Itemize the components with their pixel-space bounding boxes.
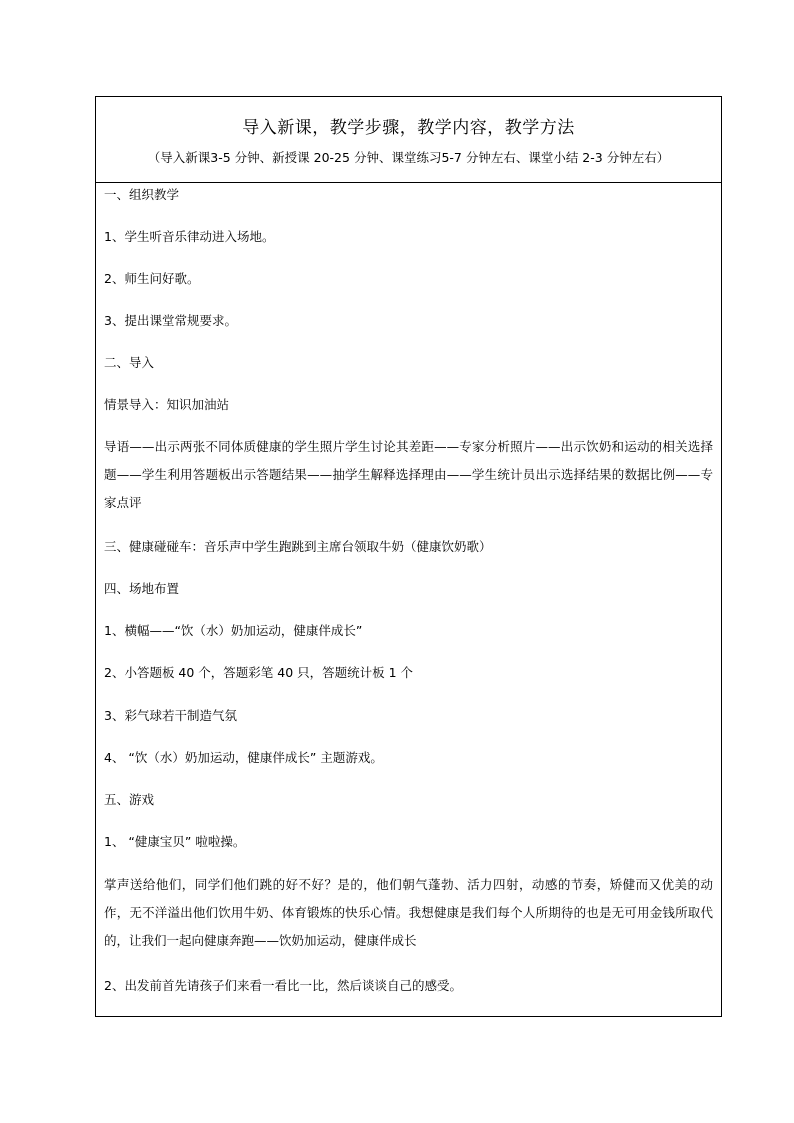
- games-item-2: 2、出发前首先请孩子们来看一看比一比，然后谈谈自己的感受。: [104, 978, 462, 993]
- organize-item-3: 3、提出课堂常规要求。: [104, 313, 237, 328]
- venue-item-3: 3、彩气球若干制造气氛: [104, 708, 237, 723]
- section-heading-organize: 一、组织教学: [104, 187, 180, 202]
- venue-item-2: 2、小答题板 40 个，答题彩笔 40 只，答题统计板 1 个: [104, 665, 414, 680]
- section-heading-intro: 二、导入: [104, 355, 155, 370]
- lesson-content-cell: [96, 183, 721, 1016]
- lesson-plan-table: [95, 96, 722, 1017]
- intro-paragraph: 导语——出示两张不同体质健康的学生照片学生讨论其差距——专家分析照片——出示饮奶和运动的相关选择题——学生利用答题板出示答题结果——抽学生解释选择理由——学生统计员出示选择结果的数据比例——专家点评: [104, 439, 713, 510]
- organize-item-2: 2、师生问好歌。: [104, 271, 200, 286]
- organize-item-1: 1、学生听音乐律动进入场地。: [104, 229, 275, 244]
- venue-item-4: 4、 “饮（水）奶加运动，健康伴成长” 主题游戏。: [104, 750, 383, 765]
- section-heading-venue: 四、场地布置: [104, 581, 180, 596]
- intro-scene: 情景导入：知识加油站: [104, 397, 230, 412]
- games-item-1: 1、 “健康宝贝” 啦啦操。: [104, 834, 246, 849]
- section-heading-health-cars: 三、健康碰碰车：音乐声中学生跑跳到主席台领取牛奶（健康饮奶歌）: [104, 539, 492, 554]
- time-allocation-note: （导入新课3-5 分钟、新授课 20-25 分钟、课堂练习5-7 分钟左右、课堂小结 2-3 分钟左右）: [147, 150, 670, 165]
- table-header-cell: [96, 97, 721, 183]
- page-title: 导入新课，教学步骤，教学内容，教学方法: [242, 118, 575, 138]
- section-heading-games: 五、游戏: [104, 792, 155, 807]
- venue-item-1: 1、横幅——“饮（水）奶加运动，健康伴成长”: [104, 623, 363, 638]
- games-paragraph: 掌声送给他们，同学们他们跳的好不好？是的，他们朝气蓬勃、活力四射，动感的节奏，矫健而又优美的动作，无不洋溢出他们饮用牛奶、体育锻炼的快乐心情。我想健康是我们每个人所期待的也是无可用金钱所取代的，让我们一起向健康奔跑——饮奶加运动，健康伴成长: [104, 877, 713, 948]
